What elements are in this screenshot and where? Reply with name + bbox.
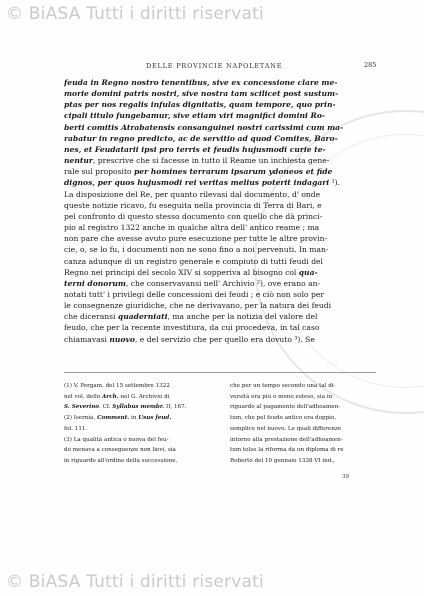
italic-text-segment: morie domini patris nostri, sive nostra tam scilicet post sustum-: [64, 89, 339, 99]
text-line: [64, 177, 376, 188]
italic-text-segment: dignos, per quos hujusmodi rei veritas melius poterit indagari: [64, 178, 330, 188]
footnote-line: [64, 381, 216, 392]
text-segment: le consegnenze giuridiche, che ne derivavano, per la natura dei feudi: [64, 301, 332, 311]
text-line: [64, 166, 376, 177]
text-segment: (3) La qualità antica o nuova del feu-: [64, 436, 169, 443]
text-line: [64, 311, 376, 322]
italic-text-segment: S. Severino: [64, 404, 100, 411]
footnote-line: [230, 424, 378, 435]
text-line: [64, 99, 376, 110]
text-segment: rale sul proposito: [64, 167, 134, 177]
main-text: [64, 77, 376, 345]
text-segment: Roberto del 10 gennaio 1338 VI ind.,: [230, 457, 335, 464]
text-segment: pio al registro 1322 anche in qualche altra dell' antico reame ; ma: [64, 223, 320, 233]
italic-text-segment: berti comitis Atrabatensis consanguinei nostri carissimi cum ma-: [64, 122, 344, 132]
footnote-line: [64, 424, 216, 435]
footnote-line: [64, 402, 216, 413]
text-line: [64, 256, 376, 267]
footnote-line: [64, 413, 216, 424]
footnote-line: [64, 456, 216, 467]
text-segment: riguardo al pagamento dell'adhoamen-: [230, 404, 341, 411]
text-line: [64, 244, 376, 255]
footnote-line: [230, 435, 378, 446]
text-line: [64, 88, 376, 99]
italic-text-segment: Comment.: [97, 415, 130, 422]
text-line: [64, 289, 376, 300]
italic-text-segment: nentur: [64, 156, 93, 166]
italic-text-segment: Syllabus membr.: [112, 404, 165, 411]
text-line: [64, 222, 376, 233]
text-line: [64, 110, 376, 121]
text-line: [64, 122, 376, 133]
text-segment: . Cf.: [99, 404, 113, 411]
text-line: [64, 267, 376, 278]
text-line: [64, 278, 376, 289]
text-segment: , prescrive che si facesse in tutto il Reame un inchiesta gene-: [92, 156, 330, 166]
footnote-line: [64, 435, 216, 446]
text-segment: ¹).: [329, 178, 341, 188]
text-line: [64, 300, 376, 311]
text-segment: Regno nei principi del secolo XIV si sopperiva al bisogno col: [64, 267, 299, 277]
text-line: [64, 233, 376, 244]
text-segment: (1) V. Pergam. del 15 settembre 1322: [64, 383, 170, 389]
running-head: DELLE PROVINCIE NAPOLETANE: [146, 62, 283, 70]
italic-text-segment: Usus feud.: [138, 415, 172, 422]
footnote-line: [230, 381, 378, 392]
text-line: [64, 155, 376, 166]
text-line: [64, 133, 376, 144]
text-segment: do menava a conseguenze non lievi, sia: [64, 447, 176, 454]
text-line: [64, 200, 376, 211]
italic-text-segment: cipali titulo fungebamur, sive etiam viri magnifici domini Ro-: [64, 111, 326, 121]
text-segment: nel G. Archivio di: [118, 393, 170, 400]
italic-text-segment: feuda in Regno nostro tenentibus, sive ex concessione clare me-: [64, 78, 338, 87]
watermark-bottom: © BiASA Tutti i diritti riservati: [6, 572, 264, 592]
text-segment: (2) Isernia,: [64, 415, 98, 422]
text-segment: canza adunque di un registro generale e compiuto di tutti feudi del: [64, 256, 323, 266]
footnote-line: [230, 402, 378, 413]
text-segment: in: [129, 415, 139, 422]
footnote-line: [64, 445, 216, 456]
text-segment: fol. 111.: [64, 425, 88, 432]
text-segment: tum tolse la riforma da un diploma di re: [230, 447, 344, 454]
text-line: [64, 211, 376, 222]
italic-text-segment: nes, et Feudatarii ipsi pro terris et feudis hujusmodi curie te-: [64, 144, 326, 154]
footnote-divider: [64, 372, 376, 373]
text-segment: II, 167.: [164, 404, 187, 411]
text-segment: cie, o, se lo fu, i documenti non ne sono fino a noi pervenuti. In man-: [64, 245, 329, 255]
footnote-line: [230, 456, 378, 467]
text-segment: chiamavasi: [64, 334, 110, 344]
text-line: [64, 77, 376, 88]
text-segment: in riguardo all'ordine della successione,: [64, 457, 178, 464]
text-segment: che diceransi: [64, 312, 118, 322]
text-line: [64, 322, 376, 333]
italic-text-segment: per homines terrarum ipsarum ydoneos et fide: [133, 167, 333, 177]
text-segment: queste notizie ricavo, fu eseguita nella provincia di Terra di Bari, e: [64, 200, 322, 210]
text-segment: , che conservavansi nell' Archivio ²), ove erano an-: [125, 278, 321, 288]
footnote-line: [230, 413, 378, 424]
text-segment: nel vol. dello: [64, 393, 102, 400]
text-segment: notati tutt' i privilegi delle concessioni dei feudi ; e ciò non solo per: [64, 289, 324, 299]
text-segment: , e del servizio che per quello era dovuto ³). Se: [134, 334, 315, 344]
signature-mark: 39: [342, 474, 350, 480]
footnote-line: [230, 445, 378, 456]
footnotes-right-column: [230, 381, 378, 467]
italic-text-segment: Arch.: [101, 393, 119, 400]
text-segment: versità era più o meno esteso, sia in: [230, 393, 333, 400]
text-segment: La disposizione del Re, per quanto rilevasi dal documento, d' onde: [64, 189, 321, 199]
text-line: [64, 189, 376, 200]
watermark-top: © BiASA Tutti i diritti riservati: [6, 4, 264, 24]
footnote-line: [230, 392, 378, 403]
italic-text-segment: rabatur in regno predicto, ac de servitio ad quod Comites, Baro-: [64, 133, 338, 143]
text-segment: tum, che pel feudo antico era doppio,: [230, 415, 337, 422]
text-segment: intorno alla prestazione dell'adhoamen-: [230, 436, 343, 443]
text-line: [64, 144, 376, 155]
text-segment: , ma anche per la notizia del valore del: [167, 312, 318, 322]
text-segment: che per un tempo secondo una tal di-: [230, 383, 336, 389]
italic-text-segment: quaderniati: [117, 312, 168, 322]
text-segment: semplice nel nuovo. Le quali differenze: [230, 425, 342, 432]
footnote-line: [64, 392, 216, 403]
italic-text-segment: terni donorum: [64, 278, 126, 288]
text-line: [64, 334, 376, 345]
page-number: 285: [364, 61, 377, 69]
footnotes-left-column: [64, 381, 216, 467]
italic-text-segment: nuovo: [109, 334, 135, 344]
italic-text-segment: ptas per nos regalis infulas dignitatis, quam tempore, quo prin-: [64, 100, 336, 110]
italic-text-segment: qua-: [298, 267, 318, 277]
text-segment: pel confronto di questo stesso documento con quello che dà princi-: [64, 211, 323, 221]
text-segment: non pare che avesse avuto pure esecuzione per tutte le altre provin-: [64, 234, 328, 244]
text-segment: feudo, che per la recente investitura, da cui procedeva, in tal caso: [64, 323, 320, 333]
